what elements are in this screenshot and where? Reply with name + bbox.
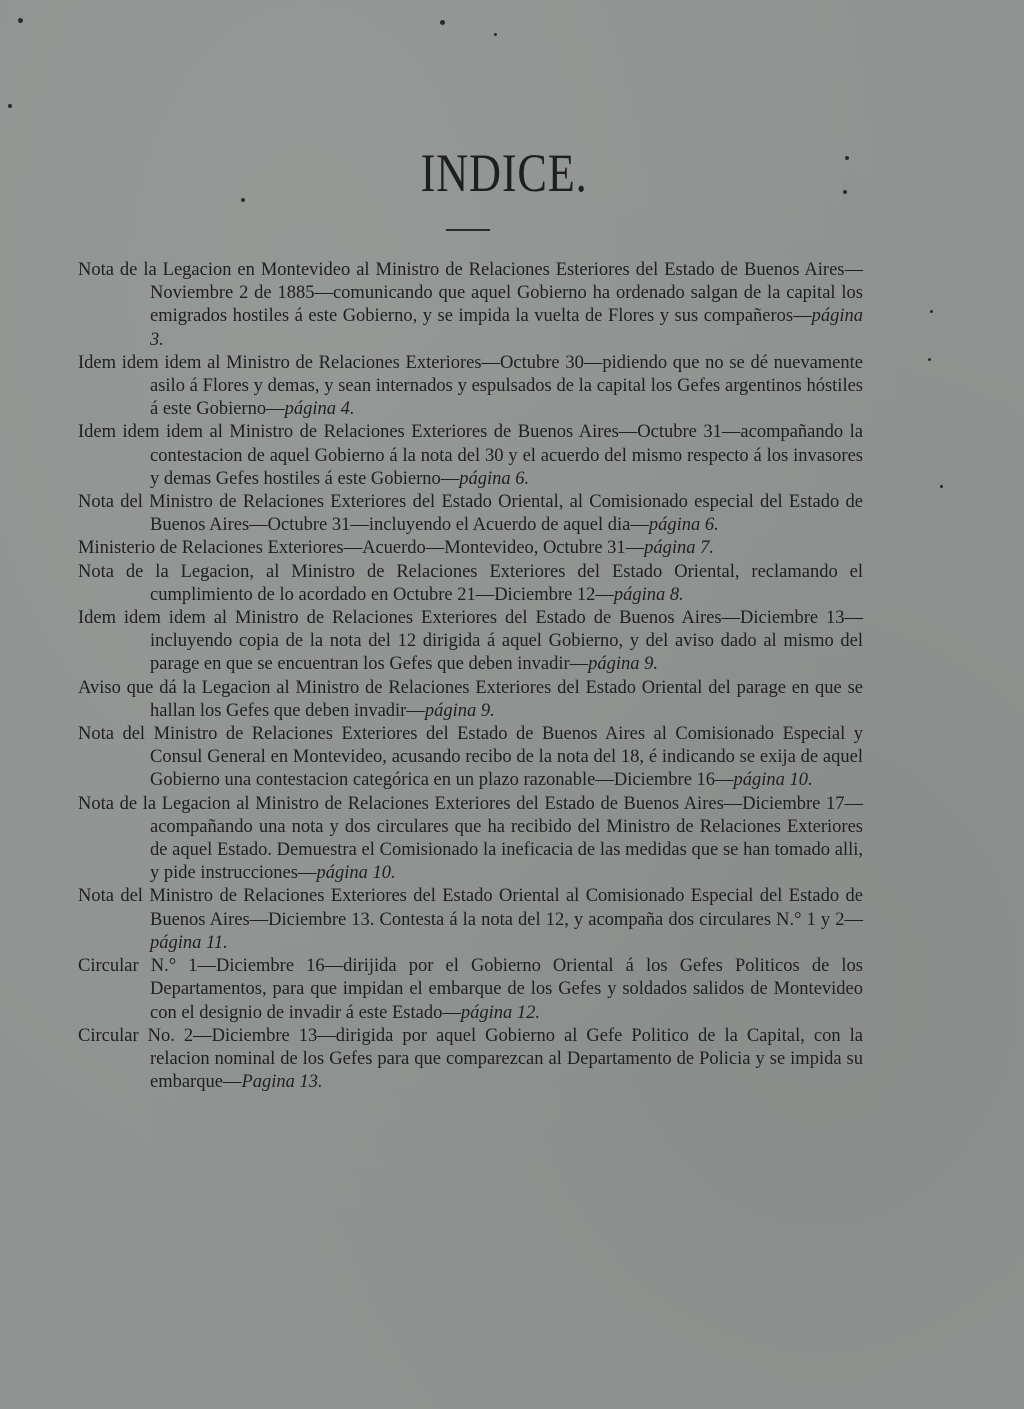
index-entry xyxy=(78,607,863,677)
entry-page: página 9. xyxy=(424,700,495,721)
entry-page: página 6. xyxy=(459,468,530,489)
entry-text: Circular No. 2—Diciembre 13—dirigida por aquel Gobierno al Gefe Politico de la Capital, con la relacion nominal de los Gefes para que comparezcan al Departamento de Policia y se impida su embarque— xyxy=(78,1025,863,1093)
entry-text: Nota de la Legacion al Ministro de Relaciones Exteriores del Estado de Buenos Aires—Diciembre 17—acompañando una nota y dos circulares que ha recibido del Ministro de Relaciones Exteriores de aquel Estado. Demuestra el Comisionado la ineficacia de las medidas que se han tomado alli, y pide instrucciones— xyxy=(78,793,863,884)
ink-speck xyxy=(8,104,12,108)
index-entry xyxy=(78,352,863,422)
ink-speck xyxy=(494,33,497,36)
entry-text: Aviso que dá la Legacion al Ministro de Relaciones Exteriores del Estado Oriental del parage en que se hallan los Gefes que deben invadir— xyxy=(78,677,863,721)
entry-text: Nota de la Legacion, al Ministro de Relaciones Exteriores del Estado Oriental, reclamando el cumplimiento de lo acordado en Octubre 21—Diciembre 12— xyxy=(78,561,863,605)
ink-speck xyxy=(930,310,933,313)
entry-text: Circular N.° 1—Diciembre 16—dirijida por el Gobierno Oriental á los Gefes Politicos de los Departamentos, para que impidan el embarque de los Gefes y soldados salidos de Montevideo con el designio de invadir á este Estado— xyxy=(78,956,863,1023)
ink-speck xyxy=(940,485,943,488)
entry-page: página 4. xyxy=(284,399,355,420)
entry-text: Nota del Ministro de Relaciones Exteriores del Estado Oriental, al Comisionado especial del Estado de Buenos Aires—Octubre 31—incluyendo el Acuerdo de aquel dia— xyxy=(78,492,863,536)
index-entry xyxy=(78,793,863,886)
entry-text: Idem idem idem al Ministro de Relaciones Exteriores del Estado de Buenos Aires—Diciembre 13—incluyendo copia de la nota del 12 dirigida á aquel Gobierno, y del aviso dado al mismo del parage en que se encuentran los Gefes que deben invadir— xyxy=(78,608,863,675)
entry-page: página 7. xyxy=(644,538,715,559)
index-entry xyxy=(78,537,863,560)
entry-text: Nota de la Legacion en Montevideo al Ministro de Relaciones Esteriores del Estado de Buenos Aires—Noviembre 2 de 1885—comunicando que aquel Gobierno ha ordenado salgan de la capital los emigrados hostiles á este Gobierno, y se impida la vuelta de Flores y sus compañeros— xyxy=(78,260,863,327)
index-entry xyxy=(78,723,863,793)
entry-page: página 10. xyxy=(733,770,813,791)
entry-text: Idem idem idem al Ministro de Relaciones Exteriores—Octubre 30—pidiendo que no se dé nuevamente asilo á Flores y demas, y sean internados y espulsados de la capital los Gefes argentinos hóstiles á este Gobierno— xyxy=(78,352,863,420)
index-title: INDICE. xyxy=(420,143,588,203)
entry-page: página 8. xyxy=(613,584,684,605)
ink-speck xyxy=(440,20,445,25)
index-entry xyxy=(78,1025,863,1095)
entry-text: Nota del Ministro de Relaciones Exteriores del Estado Oriental al Comisionado Especial del Estado de Buenos Aires—Diciembre 13. Contesta á la nota del 12, y acompaña dos circulares N.° 1 y 2— xyxy=(78,886,863,930)
ink-speck xyxy=(928,358,931,361)
entry-text: Idem idem idem al Ministro de Relaciones Exteriores de Buenos Aires—Octubre 31—acompañando la contestacion de aquel Gobierno á la nota del 30 y el acuerdo del mismo respecto á los invasores y demas Gefes hostiles á este Gobierno— xyxy=(78,422,863,489)
entry-page: página 11. xyxy=(150,932,228,953)
entry-page: página 3. xyxy=(150,306,863,350)
ink-speck xyxy=(18,18,23,23)
entry-text: Ministerio de Relaciones Exteriores—Acuerdo—Montevideo, Octubre 31— xyxy=(78,538,645,559)
index-entry xyxy=(78,421,863,491)
entry-page: página 6. xyxy=(648,515,719,536)
index-entry xyxy=(78,259,863,352)
index-entry xyxy=(78,885,863,955)
entry-page: página 9. xyxy=(588,654,659,675)
entry-page: Pagina 13. xyxy=(241,1072,323,1093)
index-entry xyxy=(78,677,863,723)
index-entries xyxy=(78,259,863,1094)
entry-text: Nota del Ministro de Relaciones Exteriores del Estado de Buenos Aires al Comisionado Especial y Consul General en Montevideo, acusando recibo de la nota del 18, é indicando se exija de aquel Gobierno una contestacion categórica en un plazo razonable—Diciembre 16— xyxy=(78,724,863,791)
index-entry xyxy=(78,561,863,607)
index-entry xyxy=(78,955,863,1025)
entry-page: página 12. xyxy=(460,1002,540,1023)
index-entry xyxy=(78,491,863,537)
title-divider xyxy=(446,229,490,231)
entry-page: página 10. xyxy=(316,863,396,884)
